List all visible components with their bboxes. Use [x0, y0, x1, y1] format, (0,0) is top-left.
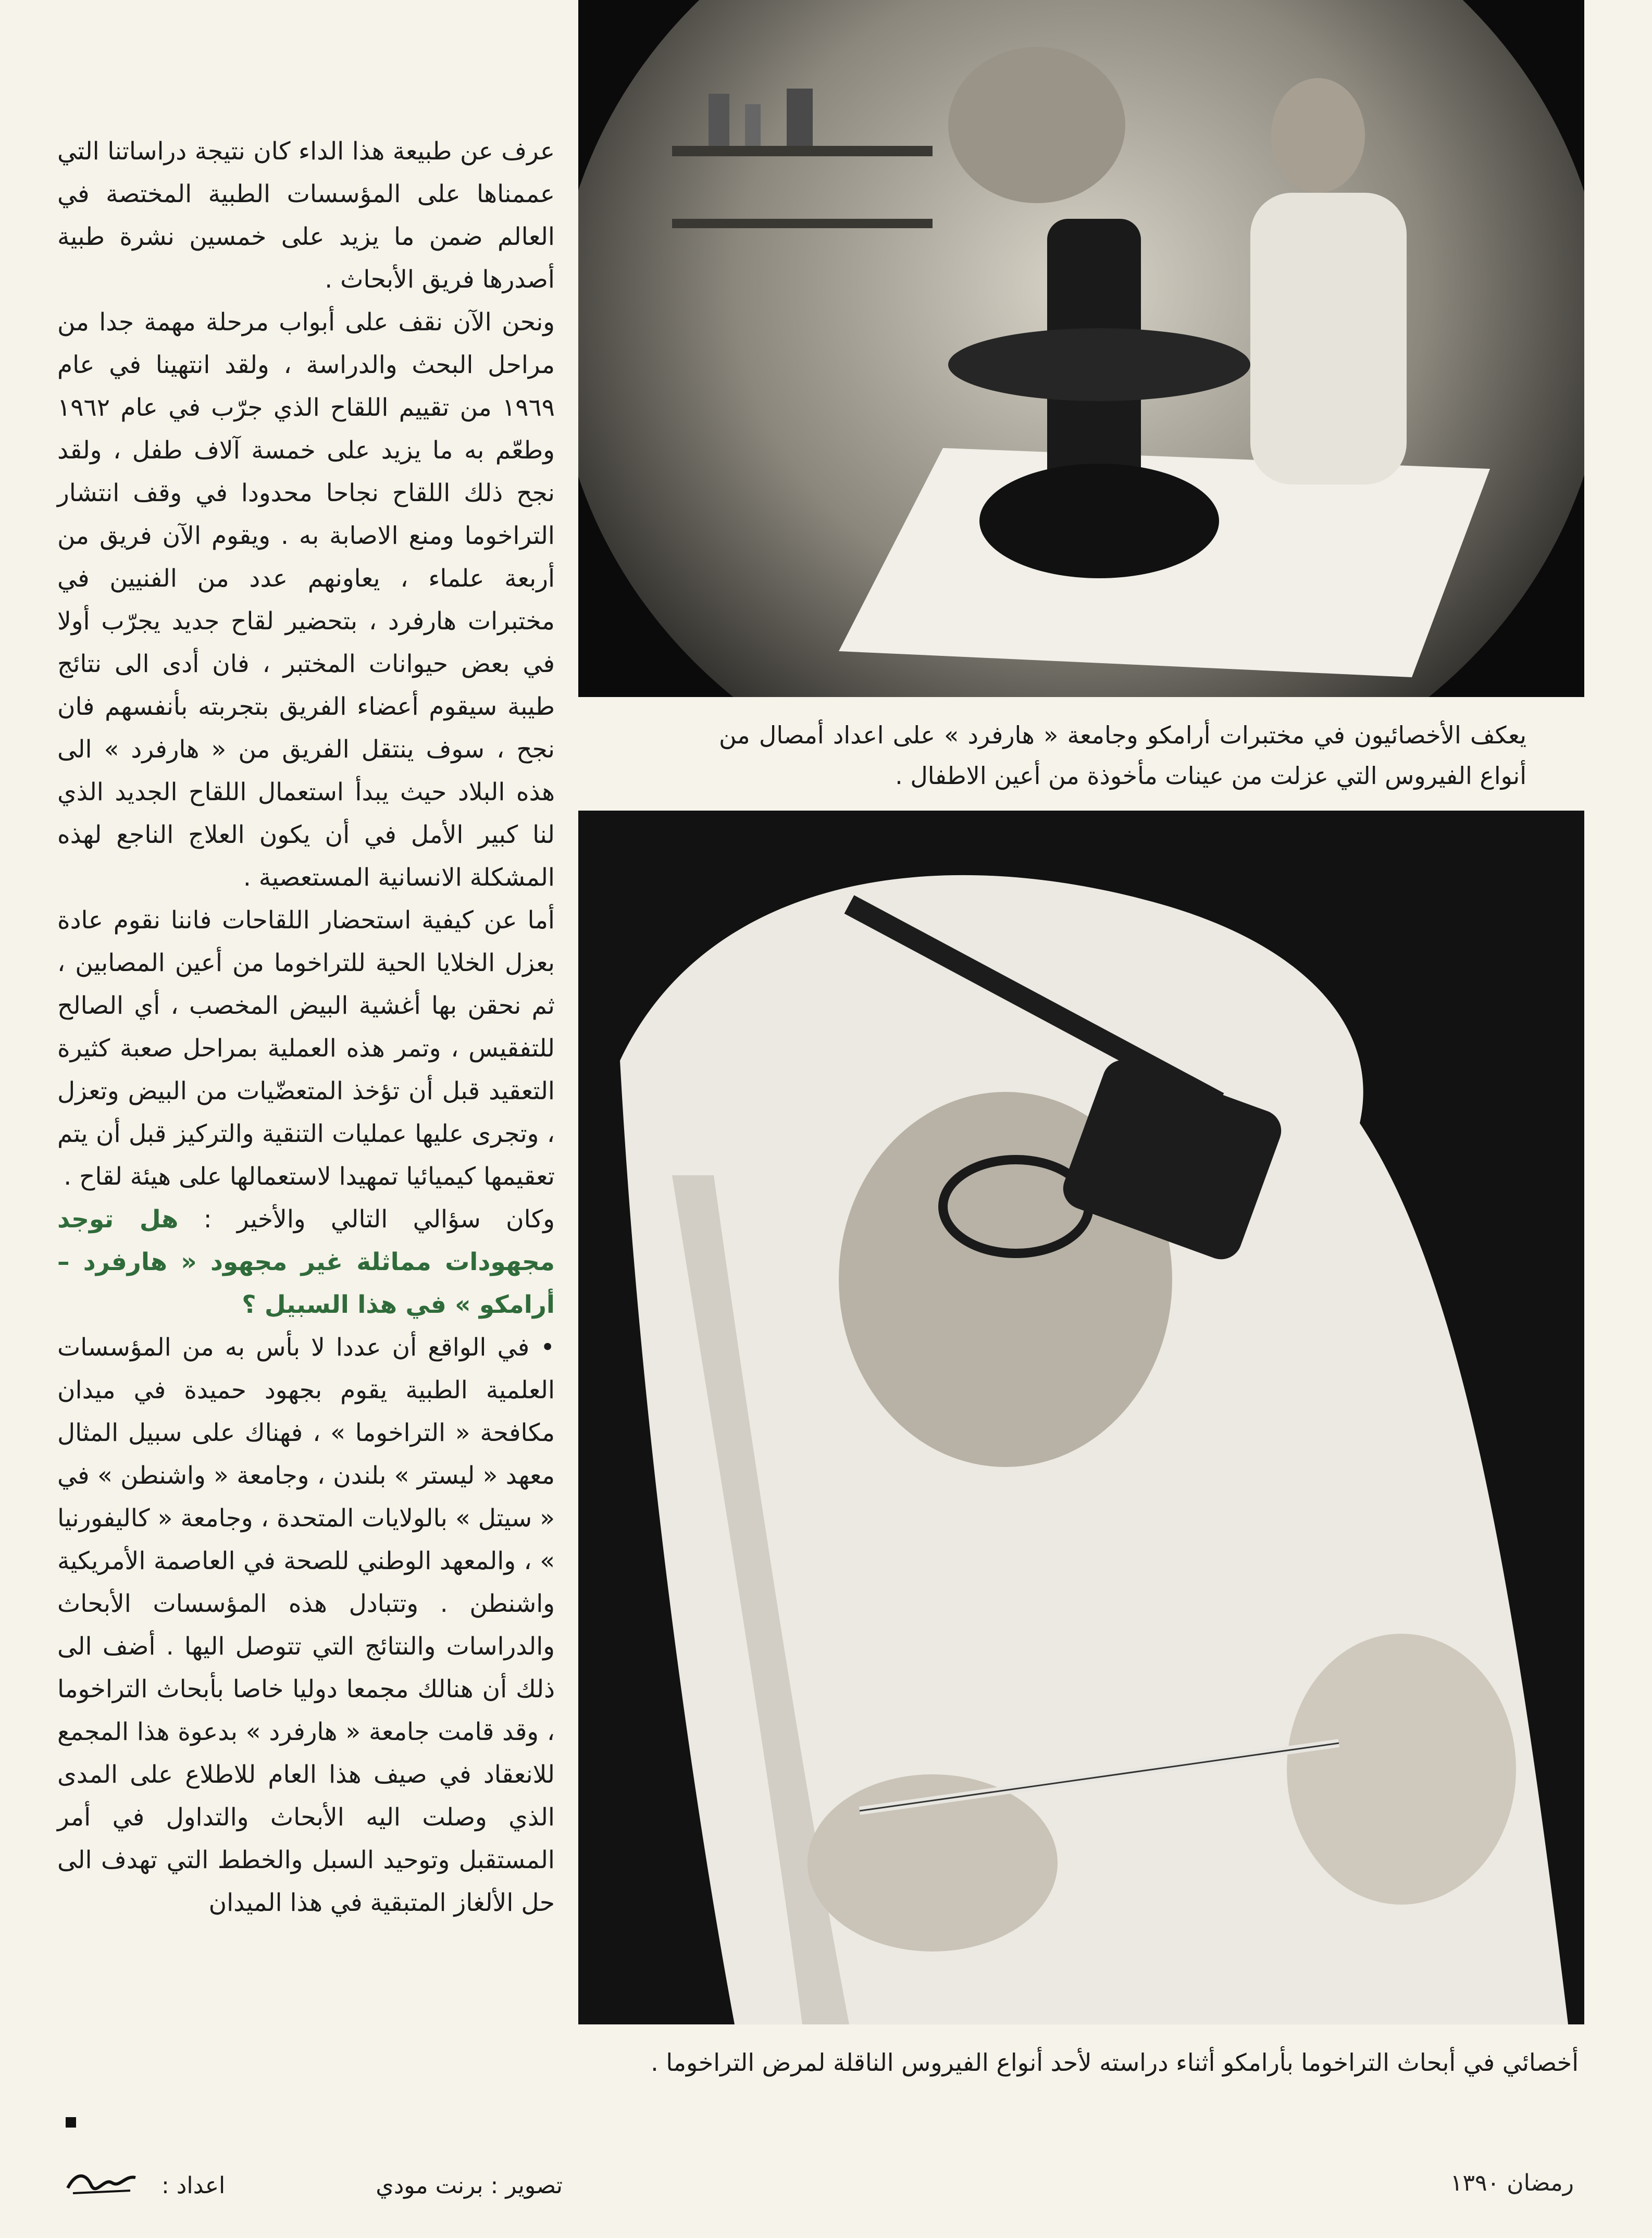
article-paragraph-2: ونحن الآن نقف على أبواب مرحلة مهمة جدا من مراحل البحث والدراسة ، ولقد انتهينا في عام ١٩٦٩ من تقييم اللقاح الذي جرّب في عام ١٩٦٢ وطعّم به ما يزيد على خمسة آلاف طفل ، ولقد نجح ذلك اللقاح نجاحا محدودا في وقف انتشار التراخوما ومنع الاصابة به . ويقوم الآن فريق من أربعة علماء ، يعاونهم عدد من الفنيين في مختبرات هارفرد ، بتحضير لقاح جديد يجرّب أولا في بعض حيوانات المختبر ، فان أدى الى نتائج طيبة سيقوم أعضاء الفريق بتجربته بأنفسهم فان نجح ، سوف ينتقل الفريق من « هارفرد » الى هذه البلاد حيث يبدأ استعمال اللقاح الجديد الذي لنا كبير الأمل في أن يكون العلاج الناجع لهذه المشكلة الانسانية المستعصية .: [57, 308, 555, 892]
interview-question-paragraph: [57, 1198, 555, 1326]
article-body: [57, 130, 555, 1924]
author-signature: [63, 2162, 141, 2204]
page-footer-date: رمضان ١٣٩٠: [1450, 2170, 1574, 2196]
photo-credit: تصوير : برنت مودي: [376, 2172, 563, 2199]
end-of-article-mark: [66, 2117, 76, 2128]
researcher-pipette-photo: [578, 811, 1584, 2024]
article-credits: [63, 2162, 563, 2209]
bottom-photo-caption: أخصائي في أبحاث التراخوما بأرامكو أثناء دراسته لأحد أنواع الفيروس الناقلة لمرض التراخوما .: [651, 2048, 1579, 2077]
lab-microscope-photo: [578, 0, 1584, 697]
question-intro: وكان سؤالي التالي والأخير :: [203, 1205, 555, 1234]
article-paragraph-1: عرف عن طبيعة هذا الداء كان نتيجة دراساتنا التي عممناها على المؤسسات الطبية المختصة في العالم ضمن ما يزيد على خمسين نشرة طبية أصدرها فريق الأبحاث .: [57, 137, 555, 294]
lab-microscope-illustration: [578, 0, 1584, 697]
interview-question: هل توجد مجهودات مماثلة غير مجهود « هارفرد – أرامكو » في هذا السبيل ؟: [57, 1205, 555, 1319]
researcher-illustration: [578, 811, 1584, 2024]
prepared-by-label: اعداد :: [162, 2172, 226, 2199]
article-paragraph-5: • في الواقع أن عددا لا بأس به من المؤسسات العلمية الطبية يقوم بجهود حميدة في ميدان مكافحة « التراخوما » ، فهناك على سبيل المثال معهد « ليستر » بلندن ، وجامعة « واشنطن » في « سيتل » بالولايات المتحدة ، وجامعة « كاليفورنيا » ، والمعهد الوطني للصحة في العاصمة الأمريكية واشنطن . وتتبادل هذه المؤسسات الأبحاث والدراسات والنتائج التي تتوصل اليها . أضف الى ذلك أن هنالك مجمعا دوليا خاصا بأبحاث التراخوما ، وقد قامت جامعة « هارفرد » بدعوة هذا المجمع للانعقاد في صيف هذا العام للاطلاع على المدى الذي وصلت اليه الأبحاث والتداول في أمر المستقبل وتوحيد السبل والخطط التي تهدف الى حل الألغاز المتبقية في هذا الميدان: [57, 1333, 555, 1917]
article-paragraph-3: أما عن كيفية استحضار اللقاحات فاننا نقوم عادة بعزل الخلايا الحية للتراخوما من أعين المصابين ، ثم نحقن بها أغشية البيض المخصب ، أي الصالح للتفقيس ، وتمر هذه العملية بمراحل صعبة كثيرة التعقيد قبل أن تؤخذ المتعضّيات من البيض وتعزل ، وتجرى عليها عمليات التنقية والتركيز قبل أن يتم تعقيمها كيميائيا تمهيدا لاستعمالها على هيئة لقاح .: [57, 906, 555, 1191]
top-photo-caption: يعكف الأخصائيون في مختبرات أرامكو وجامعة « هارفرد » على اعداد أمصال من أنواع الفيروس التي عزلت من عينات مأخوذة من أعين الاطفال .: [719, 721, 1526, 790]
